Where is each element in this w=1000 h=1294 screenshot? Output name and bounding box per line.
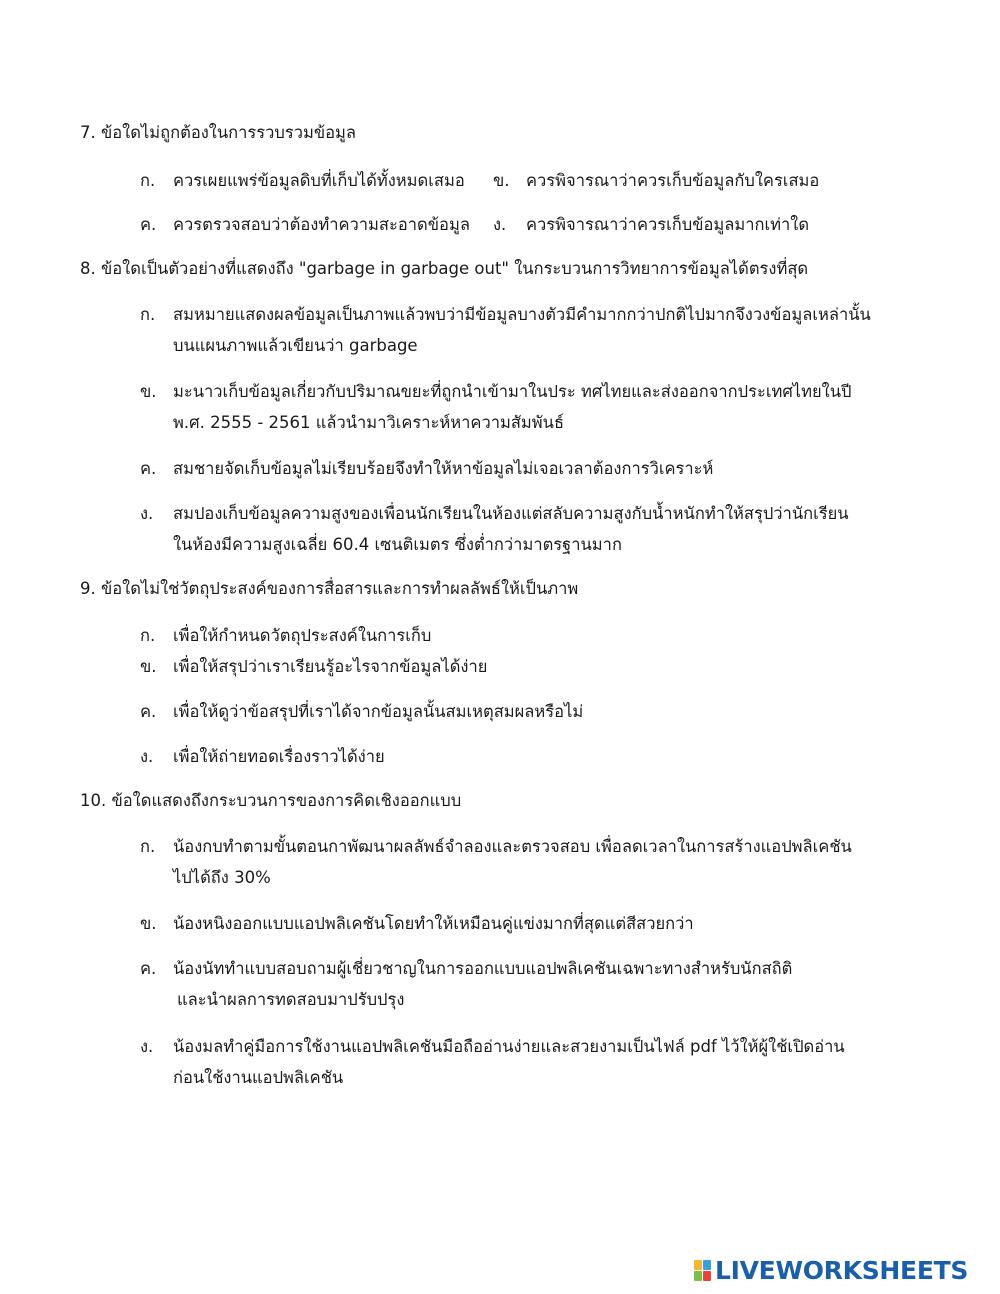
- option-text: ควรตรวจสอบว่าต้องทำความสะอาดข้อมูล: [173, 215, 470, 234]
- option-letter: ง.: [140, 504, 154, 523]
- option-text-line1: น้องกบทำตามขั้นตอนกาพัฒนาผลลัพธ์จำลองและตรวจสอบ เพื่อลดเวลาในการสร้างแอปพลิเคชัน: [173, 837, 852, 856]
- question-9-option-a[interactable]: [140, 620, 431, 651]
- liveworksheets-logo: [694, 1255, 968, 1285]
- question-9-option-d[interactable]: [140, 741, 385, 772]
- option-text-line2: ก่อนใช้งานแอปพลิเคชัน: [173, 1068, 344, 1087]
- question-8-option-d[interactable]: [140, 498, 849, 560]
- question-9-option-b[interactable]: [140, 651, 487, 682]
- option-text: ควรพิจารณาว่าควรเก็บข้อมูลกับใครเสมอ: [526, 171, 820, 190]
- option-text: เพื่อให้สรุปว่าเราเรียนรู้อะไรจากข้อมูลได้ง่าย: [173, 657, 488, 676]
- question-8-title: 8. ข้อใดเป็นตัวอย่างที่แสดงถึง "garbage in garbage out" ในกระบวนการวิทยาการข้อมูลได้ตรงที่สุด: [80, 259, 809, 278]
- question-8-option-a[interactable]: [140, 299, 871, 361]
- option-text-line1: น้องมลทำคู่มือการใช้งานแอปพลิเคชันมือถืออ่านง่ายและสวยงามเป็นไฟล์ pdf ไว้ให้ผู้ใช้เปิดอ่าน: [173, 1037, 845, 1056]
- question-10-option-b[interactable]: [140, 908, 694, 939]
- question-10-title: 10. ข้อใดแสดงถึงกระบวนการของการคิดเชิงออกแบบ: [80, 791, 462, 810]
- option-text-line1: น้องหนิงออกแบบแอปพลิเคชันโดยทำให้เหมือนคู่แข่งมากที่สุดแต่สีสวยกว่า: [173, 914, 694, 933]
- question-9-title: 9. ข้อใดไม่ใช่วัตถุประสงค์ของการสื่อสารและการทำผลลัพธ์ให้เป็นภาพ: [80, 579, 579, 598]
- question-7-option-a[interactable]: [140, 165, 465, 196]
- option-text-line2: บนแผนภาพแล้วเขียนว่า garbage: [173, 336, 418, 355]
- question-7-option-d[interactable]: [493, 209, 809, 240]
- option-text: เพื่อให้ถ่ายทอดเรื่องราวได้ง่าย: [173, 747, 385, 766]
- option-letter: ง.: [140, 747, 154, 766]
- option-letter: ง.: [493, 215, 507, 234]
- option-letter: ก.: [140, 171, 156, 190]
- option-letter: ข.: [140, 657, 157, 676]
- option-letter: ข.: [140, 914, 157, 933]
- question-10-option-a[interactable]: [140, 831, 852, 893]
- option-text: เพื่อให้ดูว่าข้อสรุปที่เราได้จากข้อมูลนั้นสมเหตุสมผลหรือไม่: [173, 702, 584, 721]
- logo-blocks-icon: [694, 1260, 711, 1281]
- option-letter: ข.: [140, 382, 157, 401]
- option-text: เพื่อให้กำหนดวัตถุประสงค์ในการเก็บ: [173, 626, 432, 645]
- option-text-line1: สมหมายแสดงผลข้อมูลเป็นภาพแล้วพบว่ามีข้อมูลบางตัวมีคำมากกว่าปกติไปมากจึงวงข้อมูลเหล่านั้น: [173, 305, 871, 324]
- option-text-line2: พ.ศ. 2555 - 2561 แล้วนำมาวิเคราะห์หาความสัมพันธ์: [173, 413, 565, 432]
- question-10-option-d[interactable]: [140, 1031, 845, 1093]
- option-letter: ก.: [140, 626, 156, 645]
- option-text-line2: ในห้องมีความสูงเฉลี่ย 60.4 เซนติเมตร ซึ่งต่ำกว่ามาตรฐานมาก: [173, 535, 622, 554]
- option-text: ควรพิจารณาว่าควรเก็บข้อมูลมากเท่าใด: [526, 215, 810, 234]
- logo-text: LIVEWORKSHEETS: [715, 1255, 969, 1285]
- option-text-line2: และนำผลการทดสอบมาปรับปรุง: [177, 990, 405, 1009]
- option-letter: ค.: [140, 959, 157, 978]
- option-letter: ค.: [140, 702, 157, 721]
- option-text: ควรเผยแพร่ข้อมูลดิบที่เก็บได้ทั้งหมดเสมอ: [173, 171, 465, 190]
- option-letter: ค.: [140, 215, 157, 234]
- option-letter: ง.: [140, 1037, 154, 1056]
- question-7-option-c[interactable]: [140, 209, 470, 240]
- question-10-option-c[interactable]: [140, 953, 792, 1015]
- option-letter: ก.: [140, 837, 156, 856]
- option-text-line1: น้องนัททำแบบสอบถามผู้เชี่ยวชาญในการออกแบบแอปพลิเคชันเฉพาะทางสำหรับนักสถิติ: [173, 959, 793, 978]
- option-text-line1: มะนาวเก็บข้อมูลเกี่ยวกับปริมาณขยะที่ถูกนำเข้ามาในประ ทศไทยและส่งออกจากประเทศไทยในปี: [173, 382, 852, 401]
- option-text-line2: ไปได้ถึง 30%: [173, 868, 271, 887]
- question-7-title: 7. ข้อใดไม่ถูกต้องในการรวบรวมข้อมูล: [80, 123, 357, 142]
- question-9-option-c[interactable]: [140, 696, 583, 727]
- option-text-line1: สมชายจัดเก็บข้อมูลไม่เรียบร้อยจึงทำให้หาข้อมูลไม่เจอเวลาต้องการวิเคราะห์: [173, 459, 714, 478]
- question-8-option-c[interactable]: [140, 453, 713, 484]
- option-letter: ข.: [493, 171, 510, 190]
- option-letter: ค.: [140, 459, 157, 478]
- option-letter: ก.: [140, 305, 156, 324]
- question-7-option-b[interactable]: [493, 165, 819, 196]
- question-8-option-b[interactable]: [140, 376, 851, 438]
- option-text-line1: สมปองเก็บข้อมูลความสูงของเพื่อนนักเรียนในห้องแต่สลับความสูงกับน้ำหนักทำให้สรุปว่านักเรียน: [173, 504, 849, 523]
